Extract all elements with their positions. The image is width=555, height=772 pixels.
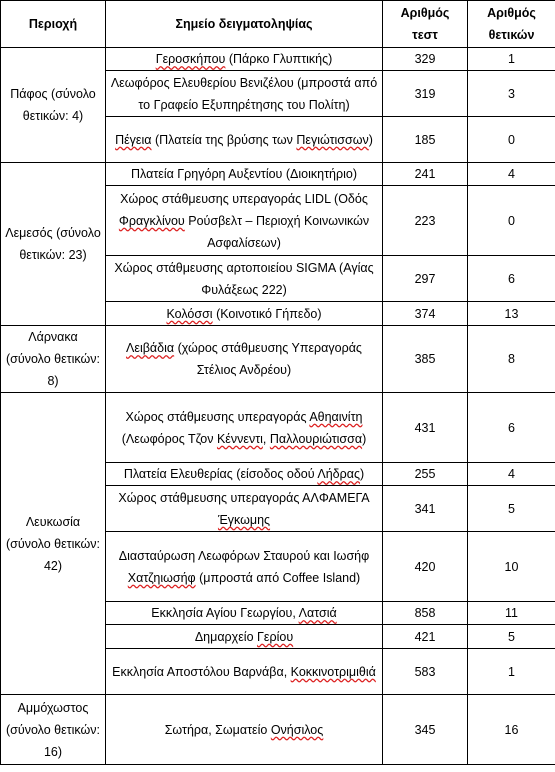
tests-cell: 583 [383,649,468,695]
tests-cell: 420 [383,532,468,602]
site-text: ) [368,132,373,147]
tests-cell: 255 [383,463,468,486]
site-text-flagged: Έγκωμης [217,512,271,527]
positives-cell: 1 [468,48,555,71]
positives-cell: 0 [468,117,555,163]
site-text: Χώρος στάθμευσης υπεραγοράς ΑΛΦΑΜΕΓΑ [118,490,370,505]
positives-cell: 8 [468,326,555,393]
site-text: Εκκλησία Αγίου Γεωργίου, [151,606,299,620]
site-cell [106,256,383,302]
tests-cell: 345 [383,695,468,765]
site-text-flagged: Λειβάδια [126,341,175,355]
site-text: Εκκλησία Αποστόλου Βαρνάβα, [112,664,291,679]
site-text: (Πλατεία της βρύσης των [151,132,297,147]
site-cell [106,117,383,163]
region-cell: Λευκωσία (σύνολο θετικών: 42) [1,393,106,695]
site-cell [106,71,383,117]
site-text-flagged: Φραγκλίνου [118,213,185,228]
table-row [1,393,555,463]
site-text: , [262,431,270,446]
positives-cell: 0 [468,186,555,256]
table-row [1,695,555,765]
positives-cell: 5 [468,625,555,649]
positives-cell: 6 [468,393,555,463]
site-text: (Λεωφόρος Τζον [121,431,217,446]
tests-cell: 223 [383,186,468,256]
site-cell [106,186,383,256]
site-text-flagged: Χατζηιωσήφ [127,570,196,585]
positives-cell: 3 [468,71,555,117]
site-text: Δημαρχείο [194,629,258,644]
site-text: (Κοινοτικό Γήπεδο) [212,306,322,321]
tests-cell: 374 [383,302,468,326]
site-cell [106,649,383,695]
header-row [1,1,555,48]
site-text: Διασταύρωση Λεωφόρων Σταυρού και Ιωσήφ [118,548,370,563]
site-text: Λεωφόρος Ελευθερίου Βενιζέλου (μπροστά από το Γραφείο Εξυπηρέτησης του Πολίτη) [110,75,378,112]
positives-cell: 4 [468,163,555,186]
table-row [1,163,555,186]
table-row [1,48,555,71]
tests-cell: 329 [383,48,468,71]
positives-cell: 11 [468,602,555,625]
site-text: Πλατεία Ελευθερίας (είσοδος οδού [123,467,318,481]
site-text-flagged: Γεροσκήπου [155,52,226,66]
site-text: Χώρος στάθμευσης αρτοποιείου SIGMA (Αγίας Φυλάξεως 222) [114,260,374,297]
site-text: (μπροστά από Coffee Island) [195,570,361,585]
region-cell: Αμμόχωστος (σύνολο θετικών: 16) [1,695,106,765]
site-text: ) [362,431,367,446]
tests-cell: 185 [383,117,468,163]
site-text: (χώρος στάθμευσης Υπεραγοράς Στέλιος Ανδρέου) [174,341,362,377]
site-cell [106,326,383,393]
tests-cell: 297 [383,256,468,302]
table-body [1,48,555,765]
positives-cell: 6 [468,256,555,302]
site-text-flagged: Λατσιά [298,606,337,620]
site-cell [106,625,383,649]
site-cell [106,463,383,486]
positives-cell: 4 [468,463,555,486]
site-text-flagged: Λήδρας [317,467,360,481]
tests-cell: 341 [383,486,468,532]
site-text: Πλατεία Γρηγόρη Αυξεντίου (Διοικητήριο) [131,167,357,181]
site-text-flagged: Πεγιώτισσων [296,132,369,147]
site-text: ) [359,467,365,481]
site-text: Ρούσβελτ – Περιοχή Κοινωνικών Ασφαλίσεων) [184,213,370,250]
tests-cell: 385 [383,326,468,393]
tests-cell: 241 [383,163,468,186]
header-site: Σημείο δειγματοληψίας [106,1,383,48]
site-text-flagged: Κέννεντι [216,431,263,446]
tests-cell: 319 [383,71,468,117]
table-row [1,326,555,393]
site-cell [106,532,383,602]
site-cell [106,695,383,765]
site-text-flagged: Κοκκινοτριμιθιά [290,664,376,679]
site-text: (Πάρκο Γλυπτικής) [225,52,333,66]
tests-cell: 431 [383,393,468,463]
site-cell [106,48,383,71]
site-cell [106,163,383,186]
positives-cell: 5 [468,486,555,532]
site-text-flagged: Αθηαινίτη [309,409,363,424]
site-cell [106,302,383,326]
tests-cell: 421 [383,625,468,649]
header-positives: Αριθμός θετικών [468,1,555,48]
positives-cell: 16 [468,695,555,765]
site-text-flagged: Ονήσιλος [270,722,324,737]
site-text-flagged: Παλλουριώτισσα [269,431,363,446]
region-cell: Λεμεσός (σύνολο θετικών: 23) [1,163,106,326]
positives-cell: 13 [468,302,555,326]
region-cell: Πάφος (σύνολο θετικών: 4) [1,48,106,163]
header-region: Περιοχή [1,1,106,48]
site-text-flagged: Κολόσσι [166,306,213,321]
site-cell [106,602,383,625]
positives-cell: 1 [468,649,555,695]
site-text-flagged: Γερίου [257,629,294,644]
site-text: Σωτήρα, Σωματείο [164,722,271,737]
site-text-flagged: Πέγεια [115,132,152,147]
site-text: Χώρος στάθμευσης υπεραγοράς LIDL (Οδός [120,191,368,206]
header-tests: Αριθμός τεστ [383,1,468,48]
region-cell: Λάρνακα (σύνολο θετικών: 8) [1,326,106,393]
site-text: Χώρος στάθμευσης υπεραγοράς [125,409,310,424]
site-cell [106,486,383,532]
site-cell [106,393,383,463]
positives-cell: 10 [468,532,555,602]
tests-cell: 858 [383,602,468,625]
